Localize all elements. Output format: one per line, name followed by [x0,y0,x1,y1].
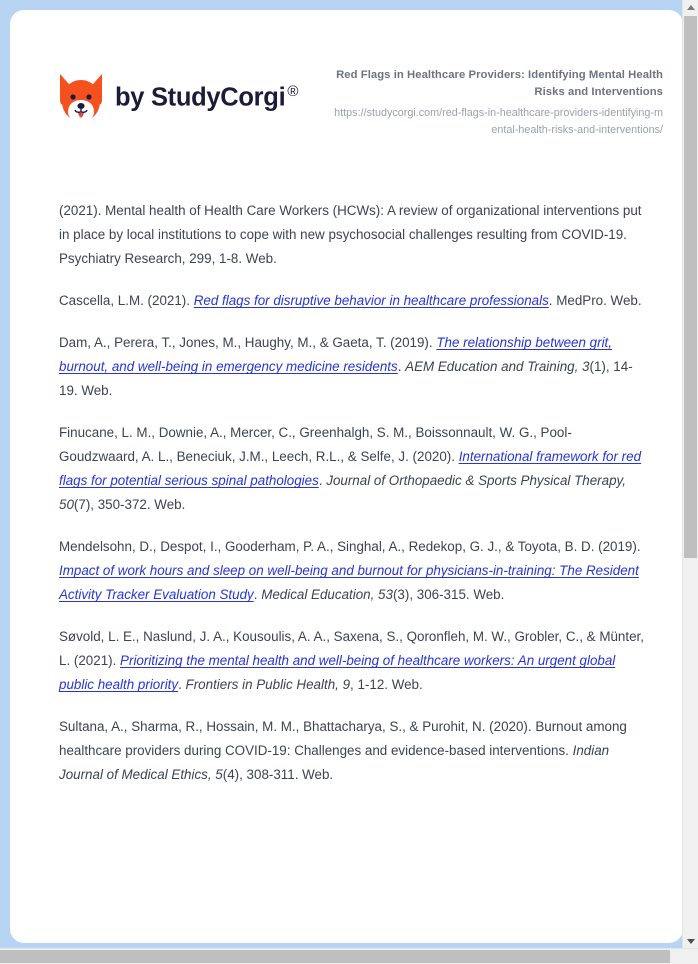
journal-title: Journal of Orthopaedic & Sports Physical Therapy, 50 [59,473,626,513]
horizontal-scrollbar[interactable] [0,948,698,964]
reference-text: Dam, A., Perera, T., Jones, M., Haughy, M., & Gaeta, T. (2019). [59,335,437,351]
vertical-scrollbar[interactable] [682,0,698,949]
reference-entry [59,535,647,607]
reference-entry [59,199,647,271]
reference-link[interactable]: International framework for red flags for potential serious spinal pathologies [59,449,642,489]
horizontal-scrollbar-thumb[interactable] [0,950,670,963]
reference-text: . [318,473,327,489]
reference-list [59,186,647,805]
reference-link[interactable]: The relationship between grit, burnout, and well-being in emergency medicine residents [59,335,612,375]
document-title: Red Flags in Healthcare Providers: Identifying Mental Health Risks and Interventions [336,69,663,99]
reference-entry [59,625,647,697]
reference-text: . MedPro. Web. [548,293,642,309]
registered-trademark-icon: ® [287,82,299,100]
document-page [10,10,683,943]
reference-text: Cascella, L.M. (2021). [59,293,194,309]
reference-text: . [178,677,186,693]
brand-wordmark [115,84,298,111]
scroll-up-arrow-icon [687,5,695,10]
reference-entry [59,289,647,313]
scroll-down-arrow-icon [687,939,695,944]
reference-text: (3), 306-315. Web. [392,587,505,603]
journal-title: AEM Education and Training, 3 [405,359,590,375]
studycorgi-brand [58,70,298,124]
reference-entry [59,715,647,787]
reference-text: (1), 14-19. Web. [59,359,633,399]
reference-text: (2021). Mental health of Health Care Workers (HCWs): A review of organizational interventions put in place by local institutions to cope with new psychosocial challenges resulting from COVID-19. Psychiatry Research, 299, 1-8. Web. [59,203,642,267]
reference-text: (7), 350-372. Web. [73,497,186,513]
scroll-up-button[interactable] [683,0,698,15]
journal-title: Medical Education, 53 [261,587,393,603]
reference-link[interactable]: Impact of work hours and sleep on well-being and burnout for physicians-in-training: The Resident Activity Tracker Evaluation Study [59,563,639,603]
journal-title: Frontiers in Public Health, 9 [185,677,351,693]
brand-wordmark-text: by StudyCorgi [115,83,286,111]
document-url: https://studycorgi.com/red-flags-in-healthcare-providers-identifying-mental-health-risks-and-interventions/ [334,107,663,136]
document-header [10,10,683,158]
document-meta [333,67,663,138]
reference-text: Finucane, L. M., Downie, A., Mercer, C., Greenhalgh, S. M., Boissonnault, W. G., Pool-Goudzwaard, A. L., Beneciuk, J.M., Leech, R.L., & Selfe, J. (2020). [59,425,572,465]
reference-entry [59,331,647,403]
journal-title: Indian Journal of Medical Ethics, 5 [59,743,610,783]
reference-text: . [253,587,262,603]
vertical-scrollbar-thumb[interactable] [684,16,697,558]
scrollbar-corner [683,949,698,964]
reference-link[interactable]: Prioritizing the mental health and well-being of healthcare workers: An urgent global public health priority [59,653,616,693]
reference-entry [59,421,647,517]
reference-link[interactable]: Red flags for disruptive behavior in healthcare professionals [193,293,549,309]
reference-text: , 1-12. Web. [350,677,423,693]
reference-text: (4), 308-311. Web. [222,767,334,783]
reference-text: Søvold, L. E., Naslund, J. A., Kousoulis, A. A., Saxena, S., Qoronfleh, M. W., Grobler, C., & Münter, L. (2021). [59,629,644,669]
corgi-face-icon [58,70,104,124]
scroll-down-button[interactable] [683,934,698,949]
reference-text: . [397,359,406,375]
reference-text: Sultana, A., Sharma, R., Hossain, M. M., Bhattacharya, S., & Purohit, N. (2020). Burnout among healthcare providers during COVID-19: Challenges and evidence-based interventions. [59,719,627,759]
reference-text: Mendelsohn, D., Despot, I., Gooderham, P. A., Singhal, A., Redekop, G. J., & Toyota, B. D. (2019). [59,539,641,555]
